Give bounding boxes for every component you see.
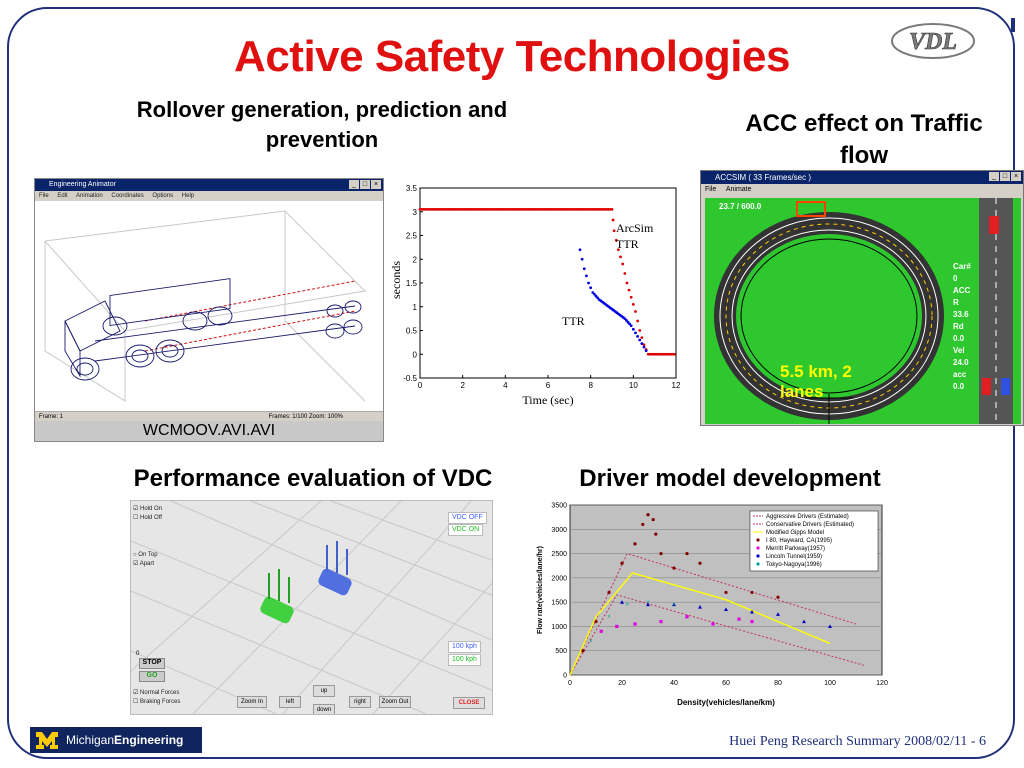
speed-readout-2: 100 kph xyxy=(448,654,481,666)
caption-driver: Driver model development xyxy=(579,465,881,492)
y-tick-label: 1.5 xyxy=(405,279,417,288)
accsim-maximize-button[interactable]: □ xyxy=(1000,172,1010,181)
ttr-point-series-0 xyxy=(628,289,631,292)
x-tick-label: 20 xyxy=(618,680,626,687)
michigan-engineering-wordmark xyxy=(66,733,183,747)
ttr-point-series-0 xyxy=(630,296,633,299)
flow-point-6: × xyxy=(589,639,593,645)
flow-point-3 xyxy=(652,518,655,521)
flow-density-xlabel: Density(vehicles/lane/km) xyxy=(677,698,775,707)
ttr-point-series-1 xyxy=(587,282,590,285)
flow-point-4 xyxy=(633,622,636,625)
ttr-point-series-1 xyxy=(630,324,633,327)
down-button[interactable]: down xyxy=(313,704,335,715)
car-icon xyxy=(1001,378,1010,395)
ttr-point-series-1 xyxy=(636,335,639,338)
y-tick-label: 2500 xyxy=(551,551,567,559)
minimize-button[interactable]: _ xyxy=(349,180,359,189)
frame-tab xyxy=(1011,18,1015,32)
accsim-titlebar xyxy=(701,171,1023,184)
braking-forces-option[interactable]: ☐ Braking Forces xyxy=(133,699,181,705)
x-tick-label: 0 xyxy=(417,381,423,390)
ttr-point-series-0 xyxy=(673,353,676,356)
logo-prefix: Michigan xyxy=(66,733,115,747)
apart-label: Apart xyxy=(139,561,155,567)
y-tick-label: 0 xyxy=(563,672,567,680)
acc-info-line: Car# xyxy=(953,262,971,271)
acc-info-line: Vel xyxy=(953,346,965,355)
y-tick-label: 2.5 xyxy=(405,231,417,241)
legend-entry: Merritt Parkway(1957) xyxy=(766,546,826,552)
ring-length-label: 5.5 km, 2 lanes xyxy=(780,362,852,401)
x-tick-label: 100 xyxy=(824,680,836,687)
caption-vdc: Performance evaluation of VDC xyxy=(133,465,493,492)
ttr-point-series-0 xyxy=(632,303,635,306)
ttr-point-series-1 xyxy=(643,346,646,349)
legend-swatch xyxy=(756,562,759,565)
apart-option[interactable]: ☑ Apart xyxy=(133,561,155,567)
acc-info-line: ACC xyxy=(953,286,971,295)
zoom-in-button[interactable]: Zoom In xyxy=(237,696,267,708)
hold-off-option[interactable]: ☐ Hold Off xyxy=(133,515,162,521)
caption-rollover: Rollover generation, prediction and prevention xyxy=(136,97,508,152)
flow-point-3 xyxy=(776,596,779,599)
accsim-title: ACCSIM ( 33 Frames/sec ) xyxy=(715,173,812,182)
ttr-point-series-1 xyxy=(632,328,635,331)
car-icon xyxy=(982,378,991,395)
y-tick-label: 1 xyxy=(412,302,417,312)
flow-density-ylabel: Flow rate(vehicles/lane/hr) xyxy=(537,546,544,634)
menu-options[interactable]: Options xyxy=(152,193,174,199)
ttr-point-series-1 xyxy=(638,339,641,342)
flow-point-3 xyxy=(641,523,644,526)
ttr-point-series-0 xyxy=(638,329,641,332)
x-tick-label: 60 xyxy=(722,680,730,687)
accsim-close-button[interactable]: × xyxy=(1011,172,1021,181)
legend-swatch xyxy=(756,538,759,541)
flow-point-4 xyxy=(615,625,618,628)
accsim-menu-file[interactable]: File xyxy=(705,186,717,193)
ttr-chart-plot-area xyxy=(420,188,676,378)
animator-file-caption: WCMOOV.AVI.AVI xyxy=(35,421,383,441)
accsim-menubar xyxy=(701,184,1023,195)
y-tick-label: 3 xyxy=(412,207,417,217)
on-top-option[interactable]: ○ On Top xyxy=(133,552,158,558)
acc-info-line: Rd xyxy=(953,322,964,331)
acc-info-line: 33.6 xyxy=(953,310,969,319)
ttr-annotation-ttr: TTR xyxy=(562,314,585,328)
flow-point-3 xyxy=(659,552,662,555)
logo-bold: Engineering xyxy=(114,733,184,747)
vdc-on-indicator: VDC ON xyxy=(448,524,483,536)
slide-title: Active Safety Technologies xyxy=(234,32,790,81)
stop-button[interactable]: STOP xyxy=(139,658,165,669)
close-button[interactable]: × xyxy=(371,180,381,189)
ttr-point-series-1 xyxy=(581,258,584,261)
legend-entry: I 80, Hayward, CA(1995) xyxy=(766,538,833,544)
y-tick-label: 2000 xyxy=(551,575,567,583)
ttr-point-series-1 xyxy=(634,331,637,334)
vdl-logo xyxy=(890,22,976,60)
x-tick-label: 6 xyxy=(545,381,551,390)
footer-citation: Huei Peng Research Summary 2008/02/11 - 6 xyxy=(729,734,986,749)
ttr-point-series-0 xyxy=(623,272,626,275)
right-button[interactable]: right xyxy=(349,696,371,708)
y-tick-label: 1500 xyxy=(551,599,567,607)
accsim-menu-animate[interactable]: Animate xyxy=(725,186,752,193)
menu-help[interactable]: Help xyxy=(181,193,195,199)
flow-point-4 xyxy=(600,630,603,633)
vdl-logo-text: VDL xyxy=(909,29,957,55)
x-tick-label: 8 xyxy=(588,381,593,390)
vdc-options-mid xyxy=(133,551,158,569)
flow-density-chart xyxy=(532,500,892,712)
up-button[interactable]: up xyxy=(313,685,335,697)
car-green xyxy=(259,569,296,625)
ttr-point-series-0 xyxy=(619,255,622,258)
flow-point-3 xyxy=(698,562,701,565)
ttr-point-series-1 xyxy=(579,248,582,251)
ttr-point-series-1 xyxy=(640,342,643,345)
x-tick-label: 40 xyxy=(670,680,678,687)
vdc-options-top xyxy=(133,505,162,523)
legend-entry: Tokyo-Nagoya(1996) xyxy=(766,562,822,568)
acc-info-line: 0.0 xyxy=(953,382,965,391)
legend-swatch xyxy=(756,554,759,557)
acc-info-line: R xyxy=(953,298,959,307)
ttr-point-series-0 xyxy=(640,336,643,339)
animator-statusbar xyxy=(35,411,383,421)
y-tick-label: 3500 xyxy=(551,502,567,510)
flow-point-4 xyxy=(659,620,662,623)
y-tick-label: 1000 xyxy=(551,623,567,631)
x-tick-label: 120 xyxy=(876,680,888,687)
flow-point-3 xyxy=(646,513,649,516)
ttr-point-series-1 xyxy=(585,274,588,277)
x-tick-label: 0 xyxy=(568,680,572,687)
ttr-point-series-1 xyxy=(589,286,592,289)
ttr-point-series-0 xyxy=(611,208,614,211)
close-sim-button[interactable]: CLOSE xyxy=(453,697,485,709)
ttr-point-series-0 xyxy=(626,282,629,285)
menu-edit[interactable]: Edit xyxy=(57,193,68,199)
normal-forces-label: Normal Forces xyxy=(140,690,180,696)
flow-point-4 xyxy=(685,615,688,618)
hold-on-option[interactable]: ☑ Hold On xyxy=(133,506,163,512)
menu-animation[interactable]: Animation xyxy=(76,193,103,199)
x-tick-label: 2 xyxy=(460,381,465,390)
ttr-chart-ylabel: seconds xyxy=(389,261,403,299)
menu-file[interactable]: File xyxy=(39,193,49,199)
y-tick-label: 0.5 xyxy=(405,326,417,336)
go-button[interactable]: GO xyxy=(139,671,165,682)
ttr-point-series-1 xyxy=(583,267,586,270)
flow-point-3 xyxy=(594,620,597,623)
legend-entry: Aggressive Drivers (Estimated) xyxy=(766,514,849,520)
ttr-point-series-0 xyxy=(621,263,624,266)
flow-point-3 xyxy=(654,533,657,536)
ttr-point-series-0 xyxy=(612,219,615,222)
flow-point-4 xyxy=(737,618,740,621)
on-top-label: On Top xyxy=(138,552,158,558)
y-tick-label: 3000 xyxy=(551,526,567,534)
maximize-button[interactable]: □ xyxy=(360,180,370,189)
acc-readout: 23.7 / 600.0 xyxy=(719,202,762,211)
acc-info-panel xyxy=(953,261,977,393)
flow-point-4 xyxy=(711,622,714,625)
normal-forces-option[interactable]: ☑ Normal Forces xyxy=(133,690,180,696)
truck-wireframe-viewport xyxy=(35,201,383,411)
animator-title: Engineering Animator xyxy=(49,181,116,188)
y-tick-label: 2 xyxy=(412,255,417,265)
flow-point-6: × xyxy=(625,602,629,609)
y-tick-label: 3.5 xyxy=(405,184,417,193)
status-frame: Frame: 1 xyxy=(39,414,64,420)
x-tick-label: 12 xyxy=(671,381,681,390)
flow-point-6: × xyxy=(646,600,650,607)
flow-point-4 xyxy=(750,620,753,623)
x-tick-label: 10 xyxy=(628,381,638,390)
accsim-minimize-button[interactable]: _ xyxy=(989,172,999,181)
vdc-options-bottom xyxy=(133,689,180,707)
ttr-point-series-0 xyxy=(634,310,637,313)
acc-info-line: 24.0 xyxy=(953,358,969,367)
ttr-annotation-arcsim-line2: TTR xyxy=(616,237,639,251)
flow-point-3 xyxy=(633,542,636,545)
flow-point-3 xyxy=(581,649,584,652)
legend-swatch xyxy=(756,546,759,549)
animator-titlebar xyxy=(35,179,383,191)
legend-entry: Conservative Drivers (Estimated) xyxy=(766,522,855,528)
flow-point-3 xyxy=(672,567,675,570)
slider-zero: 0 xyxy=(136,651,140,657)
vdc-off-indicator: VDC OFF xyxy=(448,512,487,524)
legend-entry: Modified Gipps Model xyxy=(766,530,825,536)
animator-window-controls xyxy=(349,180,381,189)
flow-point-3 xyxy=(620,562,623,565)
flow-point-3 xyxy=(724,591,727,594)
michigan-engineering-logo xyxy=(30,727,202,753)
acc-info-line: acc xyxy=(953,370,967,379)
flow-point-3 xyxy=(750,591,753,594)
flow-point-6: × xyxy=(607,614,611,621)
acc-info-line: 0 xyxy=(953,274,958,283)
braking-forces-label: Braking Forces xyxy=(140,699,181,705)
animator-window xyxy=(34,178,384,442)
menu-coordinates[interactable]: Coordinates xyxy=(111,193,144,199)
speed-readout-1: 100 kph xyxy=(448,641,481,653)
ttr-chart-xlabel: Time (sec) xyxy=(522,393,574,407)
animator-menubar xyxy=(35,191,383,201)
x-tick-label: 80 xyxy=(774,680,782,687)
vdc-sim-window xyxy=(130,500,493,715)
hold-on-label: Hold On xyxy=(140,506,163,512)
flow-point-6: × xyxy=(672,602,676,609)
vdc-3d-scene xyxy=(131,501,493,715)
block-m-icon xyxy=(36,730,58,750)
accsim-window-controls xyxy=(989,172,1021,181)
y-tick-label: 0 xyxy=(412,350,417,360)
flow-point-3 xyxy=(685,552,688,555)
ttr-point-series-0 xyxy=(636,320,639,323)
y-tick-label: 500 xyxy=(555,648,567,656)
flow-point-3 xyxy=(607,591,610,594)
car-icon xyxy=(989,216,999,234)
legend-entry: Lincoln Tunnel(1959) xyxy=(766,554,823,560)
x-tick-label: 4 xyxy=(503,381,508,390)
zoom-out-button[interactable]: Zoom Out xyxy=(379,696,411,708)
acc-info-line: 0.0 xyxy=(953,334,965,343)
caption-acc: ACC effect on Traffic flow xyxy=(745,110,983,169)
hold-off-label: Hold Off xyxy=(140,515,162,521)
ttr-chart xyxy=(384,180,690,412)
ttr-annotation-arcsim-line1: ArcSim xyxy=(616,221,654,235)
ttr-point-series-1 xyxy=(645,349,648,352)
y-tick-label: -0.5 xyxy=(403,374,417,383)
status-frames: Frames: 1/100 Zoom: 100% xyxy=(268,414,343,420)
left-button[interactable]: left xyxy=(279,696,301,708)
